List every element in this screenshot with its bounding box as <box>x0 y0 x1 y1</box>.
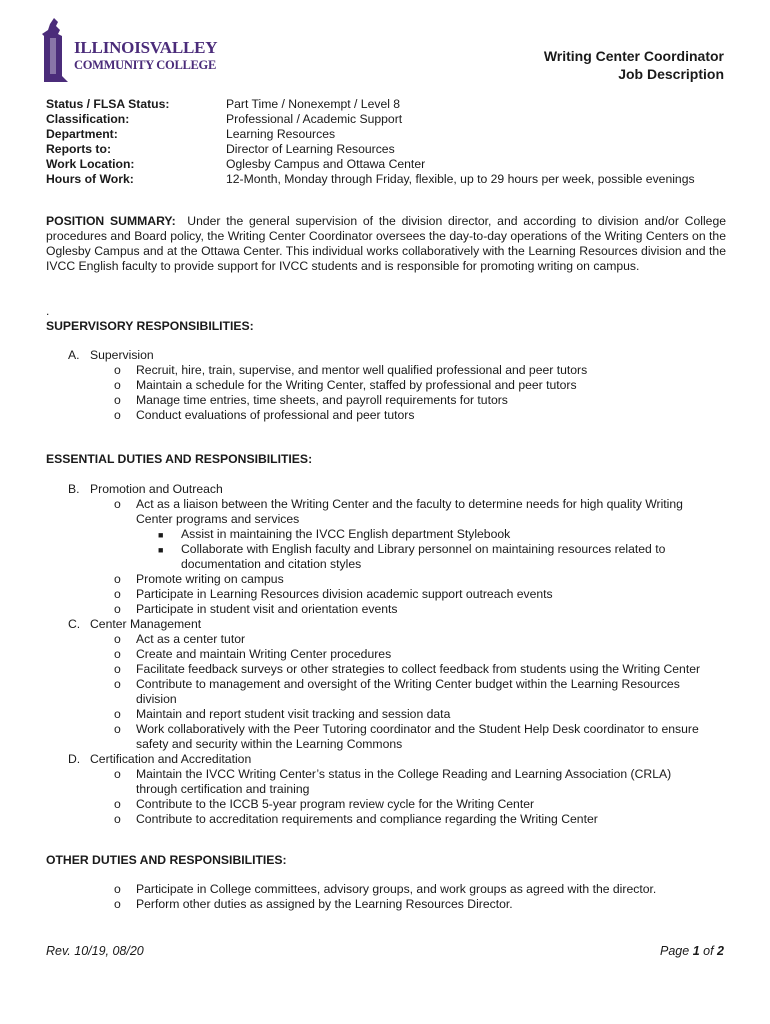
field-label: Classification: <box>46 112 130 127</box>
list-item <box>0 587 770 602</box>
field-label: Department: <box>46 127 118 142</box>
circle-bullet-icon: o <box>114 587 121 601</box>
circle-bullet-icon: o <box>114 677 121 691</box>
circle-bullet-icon: o <box>114 632 121 646</box>
list-item <box>0 527 770 542</box>
list-item-text: Facilitate feedback surveys or other strategies to collect feedback from students using the Writing Center <box>136 662 701 676</box>
list-item <box>0 797 770 812</box>
list-item-text: Certification and Accreditation <box>90 752 252 766</box>
list-item-text: Promotion and Outreach <box>90 482 223 496</box>
list-item <box>0 737 770 752</box>
list-item-text: safety and security within the Learning Commons <box>136 737 403 751</box>
list-item-text: Perform other duties as assigned by the Learning Resources Director. <box>136 897 513 911</box>
list-item <box>0 707 770 722</box>
circle-bullet-icon: o <box>114 572 121 586</box>
list-item <box>0 378 770 393</box>
list-item-text: documentation and citation styles <box>181 557 362 571</box>
field-row <box>46 97 695 112</box>
list-item-text: Contribute to accreditation requirements and compliance regarding the Writing Center <box>136 812 598 826</box>
list-item-text: Recruit, hire, train, supervise, and mentor well qualified professional and peer tutors <box>136 363 588 377</box>
document-title: Writing Center Coordinator <box>543 48 724 64</box>
document-subtitle: Job Description <box>618 66 724 82</box>
list-item-text: Assist in maintaining the IVCC English department Stylebook <box>181 527 511 541</box>
list-item <box>0 557 770 572</box>
circle-bullet-icon: o <box>114 722 121 736</box>
circle-bullet-icon: o <box>114 897 121 911</box>
circle-bullet-icon: o <box>114 662 121 676</box>
circle-bullet-icon: o <box>114 408 121 422</box>
supervisory-list <box>0 348 770 423</box>
list-item-text: Act as a liaison between the Writing Center and the faculty to determine needs for high quality Writing <box>136 497 683 511</box>
circle-bullet-icon: o <box>114 707 121 721</box>
list-item <box>0 722 770 737</box>
list-item-text: Participate in College committees, advisory groups, and work groups as agreed with the director. <box>136 882 657 896</box>
college-logo <box>40 16 218 84</box>
job-fields <box>46 97 695 188</box>
list-item <box>0 882 770 897</box>
circle-bullet-icon: o <box>114 767 121 781</box>
list-item-text: division <box>136 692 177 706</box>
supervisory-heading: SUPERVISORY RESPONSIBILITIES: <box>46 319 254 333</box>
list-letter: D. <box>68 752 81 766</box>
list-item-text: Contribute to management and oversight of the Writing Center budget within the Learning Resources <box>136 677 680 691</box>
square-bullet-icon: ■ <box>158 545 164 555</box>
field-value: Learning Resources <box>226 127 336 142</box>
circle-bullet-icon: o <box>114 882 121 896</box>
list-item <box>0 662 770 677</box>
field-label: Hours of Work: <box>46 172 134 187</box>
list-item <box>0 348 770 363</box>
page-number <box>660 944 724 958</box>
square-bullet-icon: ■ <box>158 530 164 540</box>
circle-bullet-icon: o <box>114 602 121 616</box>
list-letter: A. <box>68 348 80 362</box>
list-item-text: Maintain the IVCC Writing Center’s status in the College Reading and Learning Association (CRLA) <box>136 767 672 781</box>
list-item <box>0 363 770 378</box>
circle-bullet-icon: o <box>114 497 121 511</box>
circle-bullet-icon: o <box>114 647 121 661</box>
list-item-text: Participate in student visit and orientation events <box>136 602 398 616</box>
list-item <box>0 602 770 617</box>
list-item-text: Collaborate with English faculty and Library personnel on maintaining resources related to <box>181 542 666 556</box>
list-item <box>0 632 770 647</box>
list-item-text: Center Management <box>90 617 202 631</box>
circle-bullet-icon: o <box>114 393 121 407</box>
list-item-text: Maintain and report student visit tracking and session data <box>136 707 451 721</box>
field-row <box>46 127 695 142</box>
list-item <box>0 677 770 692</box>
list-item <box>0 497 770 512</box>
field-value: 12-Month, Monday through Friday, flexible, up to 29 hours per week, possible evenings <box>226 172 695 187</box>
list-item-text: Promote writing on campus <box>136 572 284 586</box>
list-item-text: through certification and training <box>136 782 310 796</box>
field-row <box>46 112 695 127</box>
field-label: Reports to: <box>46 142 111 157</box>
field-value: Oglesby Campus and Ottawa Center <box>226 157 426 172</box>
list-item <box>0 617 770 632</box>
list-item <box>0 393 770 408</box>
page-total: 2 <box>717 944 724 958</box>
field-row <box>46 172 695 187</box>
list-item <box>0 512 770 527</box>
logo-emblem-icon <box>40 16 72 82</box>
list-item <box>0 572 770 587</box>
field-row <box>46 157 695 172</box>
list-item-text: Work collaboratively with the Peer Tutoring coordinator and the Student Help Desk coordinator to ensure <box>136 722 699 736</box>
stray-dot: . <box>46 304 50 318</box>
list-item-text: Act as a center tutor <box>136 632 246 646</box>
logo-line-2: COMMUNITY COLLEGE <box>74 58 217 72</box>
list-item <box>0 647 770 662</box>
list-item <box>0 767 770 782</box>
field-value: Director of Learning Resources <box>226 142 395 157</box>
other-list <box>0 882 770 912</box>
list-item-text: Conduct evaluations of professional and peer tutors <box>136 408 415 422</box>
field-label: Work Location: <box>46 157 135 172</box>
list-item <box>0 897 770 912</box>
list-item-text: Create and maintain Writing Center procedures <box>136 647 392 661</box>
list-item <box>0 812 770 827</box>
other-heading: OTHER DUTIES AND RESPONSIBILITIES: <box>46 853 287 867</box>
page-word: Page <box>660 944 690 958</box>
list-item-text: Participate in Learning Resources division academic support outreach events <box>136 587 553 601</box>
list-item-text: Supervision <box>90 348 154 362</box>
list-item <box>0 408 770 423</box>
list-item-text: Center programs and services <box>136 512 300 526</box>
summary-label: POSITION SUMMARY: <box>46 214 176 228</box>
field-row <box>46 142 695 157</box>
field-label: Status / FLSA Status: <box>46 97 170 111</box>
essential-list <box>0 482 770 827</box>
summary-text: Under the general supervision of the division director, and according to division and/or College procedures and Board policy, the Writing Center Coordinator oversees the day-to-day operations of the Writing Centers on the Oglesby Campus and at the Ottawa Center. This individual works collaboratively with the Learning Resources division and the IVCC English faculty to provide support for IVCC students and is responsible for promoting writing on campus. <box>46 214 727 274</box>
field-value: Professional / Academic Support <box>226 112 403 127</box>
list-letter: B. <box>68 482 80 496</box>
list-item <box>0 692 770 707</box>
position-summary <box>46 214 726 274</box>
list-item <box>0 482 770 497</box>
revision-note: Rev. 10/19, 08/20 <box>46 944 144 958</box>
essential-heading: ESSENTIAL DUTIES AND RESPONSIBILITIES: <box>46 452 313 466</box>
list-item-text: Manage time entries, time sheets, and payroll requirements for tutors <box>136 393 508 407</box>
logo-line-1: ILLINOISVALLEY <box>74 38 218 57</box>
circle-bullet-icon: o <box>114 378 121 392</box>
circle-bullet-icon: o <box>114 797 121 811</box>
list-item-text: Maintain a schedule for the Writing Center, staffed by professional and peer tutors <box>136 378 577 392</box>
list-item <box>0 752 770 767</box>
page-current: 1 <box>692 944 700 958</box>
circle-bullet-icon: o <box>114 363 121 377</box>
list-item <box>0 542 770 557</box>
list-item <box>0 782 770 797</box>
list-item-text: Contribute to the ICCB 5-year program review cycle for the Writing Center <box>136 797 535 811</box>
list-letter: C. <box>68 617 81 631</box>
page-of: of <box>703 944 714 958</box>
circle-bullet-icon: o <box>114 812 121 826</box>
field-value: Part Time / Nonexempt / Level 8 <box>226 97 401 111</box>
